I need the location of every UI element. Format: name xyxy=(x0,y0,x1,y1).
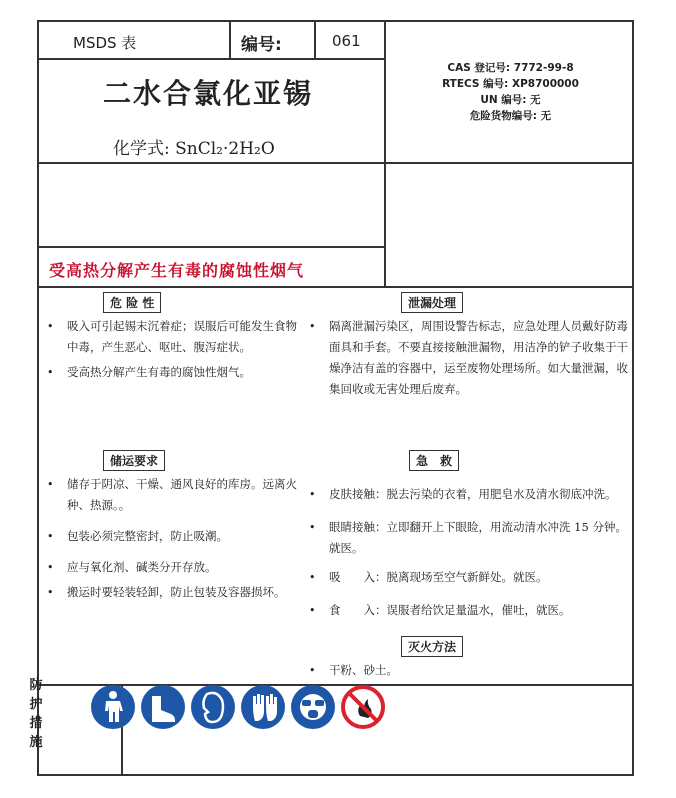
face-mask-icon xyxy=(190,684,236,730)
section-title-first-aid: 急 救 xyxy=(409,450,459,471)
section-title-fire: 灭火方法 xyxy=(401,636,463,657)
product-name: 二水合氯化亚锡 xyxy=(103,77,314,110)
list-item: • 隔离泄漏污染区，周围设警告标志，应急处理人员戴好防毒面具和手套。不要直接接触泄漏物，用洁净的铲子收集于干燥净洁有盖的容器中，运至废物处理场所。如大量泄漏，收集回收或无害处理后废弃。 xyxy=(301,316,634,400)
divider xyxy=(39,58,384,60)
storage-list xyxy=(39,474,301,603)
cas-number: CAS 登记号: 7772-99-8 xyxy=(447,62,574,74)
code-label: 编号: xyxy=(241,35,282,55)
list-item: • 受高热分解产生有毒的腐蚀性烟气。 xyxy=(39,362,301,383)
divider xyxy=(39,286,634,288)
list-item: • 干粉、砂土。 xyxy=(301,660,634,681)
list-item: • 搬运时要轻装轻卸，防止包装及容器损坏。 xyxy=(39,582,301,603)
list-item: • 眼睛接触：立即翻开上下眼睑，用流动清水冲洗 15 分钟。就医。 xyxy=(301,517,634,559)
chemical-formula: 化学式: SnCl₂·2H₂O xyxy=(113,139,275,159)
dangerous-goods-number: 危险货物编号: 无 xyxy=(469,110,552,122)
divider xyxy=(39,246,384,248)
section-title-hazard: 危 险 性 xyxy=(103,292,161,313)
divider xyxy=(229,22,231,58)
msds-sheet xyxy=(37,20,634,776)
section-title-storage: 储运要求 xyxy=(103,450,165,471)
msds-label: MSDS 表 xyxy=(73,34,137,52)
divider xyxy=(39,162,634,164)
goggles-respirator-icon xyxy=(290,684,336,730)
code-value: 061 xyxy=(332,32,361,50)
list-item: • 应与氧化剂、碱类分开存放。 xyxy=(39,557,301,578)
list-item: • 皮肤接触：脱去污染的衣着，用肥皂水及清水彻底冲洗。 xyxy=(301,484,634,505)
hazard-list xyxy=(39,316,301,383)
list-item: • 吸 入：脱离现场至空气新鲜处。就医。 xyxy=(301,567,634,588)
safety-boots-icon xyxy=(140,684,186,730)
gloves-icon xyxy=(240,684,286,730)
protection-label: 防护措施 xyxy=(29,678,43,750)
un-number: UN 编号: 无 xyxy=(480,94,541,106)
list-item: • 食 入：误服者给饮足量温水，催吐，就医。 xyxy=(301,600,634,621)
hazard-banner: 受高热分解产生有毒的腐蚀性烟气 xyxy=(49,261,305,280)
fire-list xyxy=(301,660,634,681)
no-open-flame-icon xyxy=(340,684,386,730)
rtecs-number: RTECS 编号: XP8700000 xyxy=(442,78,579,90)
leak-list xyxy=(301,316,634,400)
protective-suit-icon xyxy=(90,684,136,730)
list-item: • 包装必须完整密封，防止吸潮。 xyxy=(39,526,301,547)
divider xyxy=(314,22,316,58)
protection-icons xyxy=(90,684,386,734)
list-item: • 吸入可引起锡末沉着症；误服后可能发生食物中毒，产生恶心、呕吐、腹泻症状。 xyxy=(39,316,301,358)
first-aid-list xyxy=(301,484,634,621)
identifiers-block xyxy=(385,60,636,124)
list-item: • 储存于阴凉、干燥、通风良好的库房。远离火种、热源。。 xyxy=(39,474,301,516)
section-title-leak: 泄漏处理 xyxy=(401,292,463,313)
